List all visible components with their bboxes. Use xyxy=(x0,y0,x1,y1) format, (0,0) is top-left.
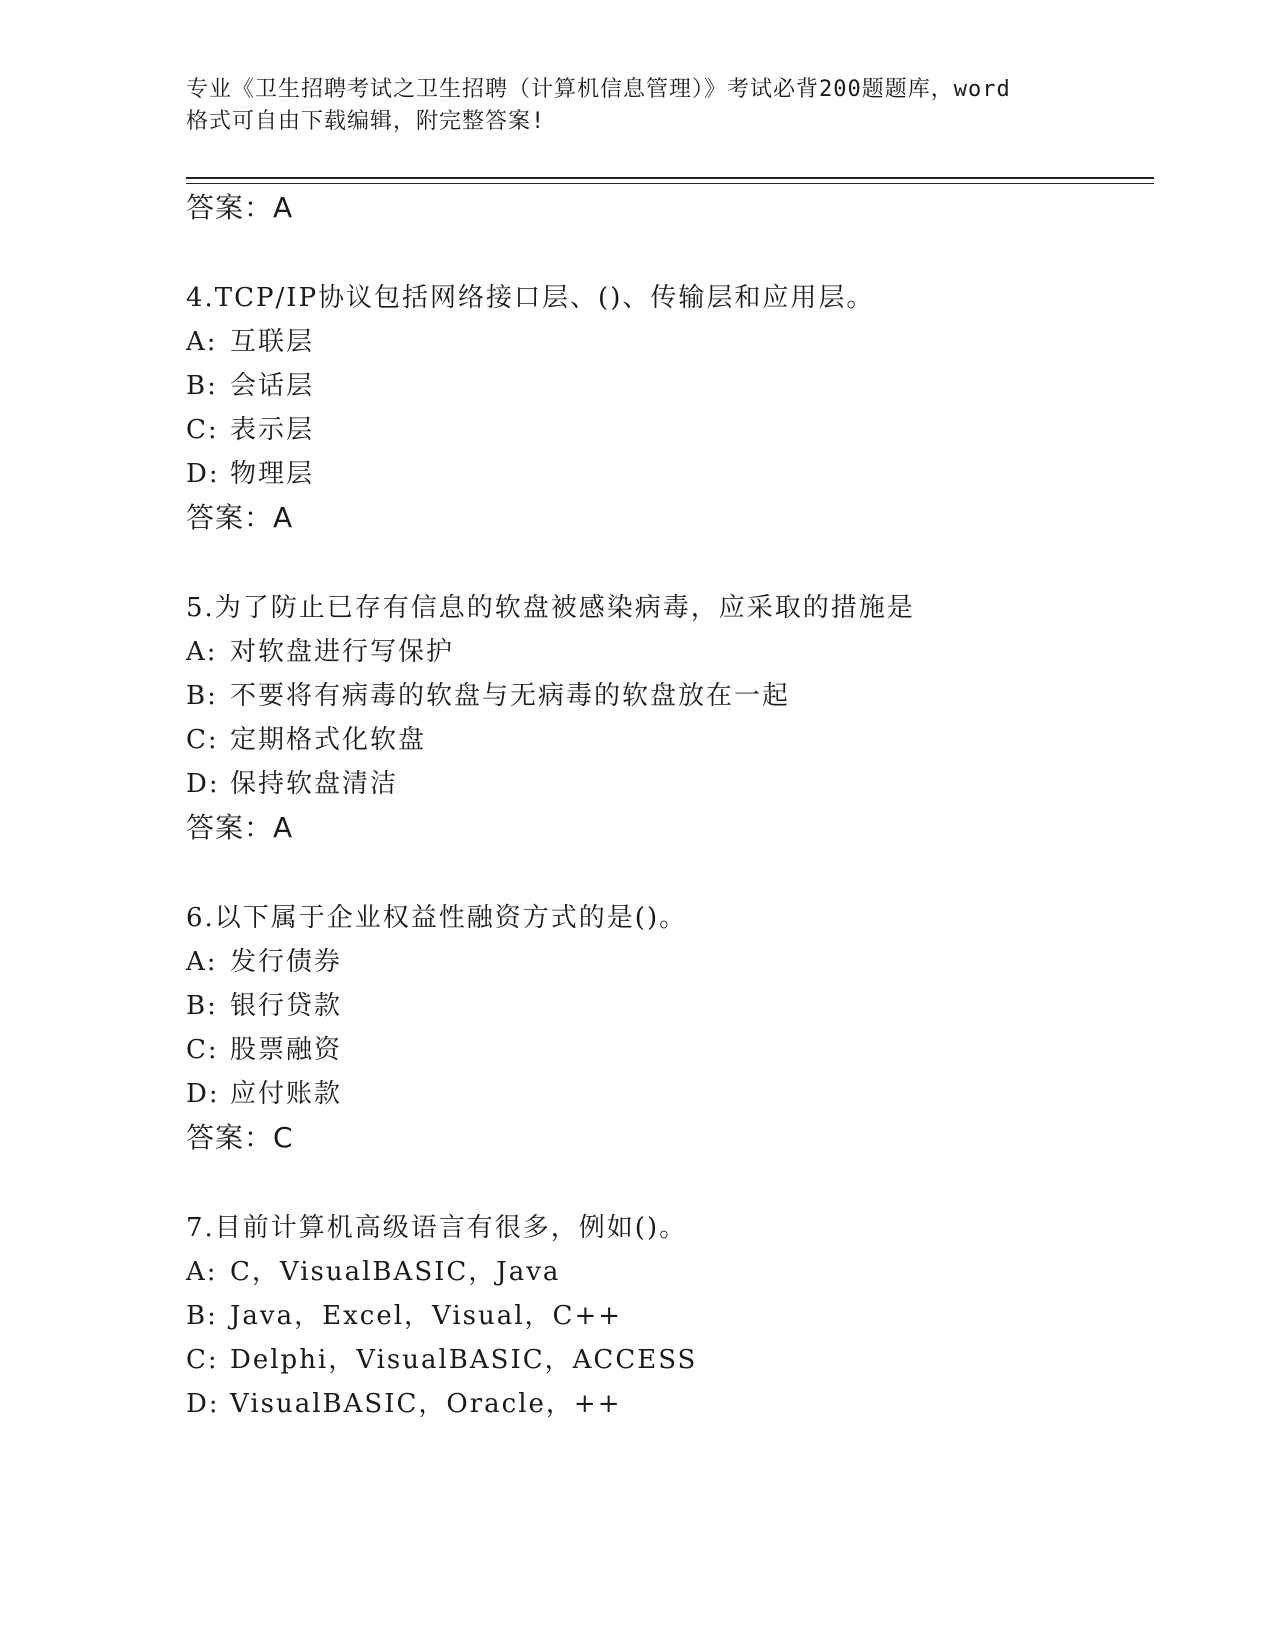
option-key: D: xyxy=(186,1389,220,1419)
option-c xyxy=(186,1343,697,1377)
question-stem: 4.TCP/IP协议包括网络接口层、()、传输层和应用层。 xyxy=(186,283,875,313)
answer-line: 答案：C xyxy=(186,1121,294,1154)
answer-line: 答案：A xyxy=(186,501,294,534)
option-text: Delphi，VisualBASIC，ACCESS xyxy=(230,1345,698,1375)
option-text: 会话层 xyxy=(230,371,315,401)
question-stem: 5.为了防止已存有信息的软盘被感染病毒，应采取的措施是 xyxy=(186,593,915,623)
option-key: D: xyxy=(186,459,220,489)
header-divider-thin xyxy=(186,183,1154,184)
option-b xyxy=(186,679,790,713)
option-key: D: xyxy=(186,1079,220,1109)
option-key: B: xyxy=(186,371,218,401)
option-key: D: xyxy=(186,769,220,799)
option-d xyxy=(186,1077,342,1111)
option-c xyxy=(186,723,426,757)
option-key: A: xyxy=(186,327,218,357)
option-key: C: xyxy=(186,415,219,445)
option-c xyxy=(186,413,314,447)
option-a xyxy=(186,945,342,979)
answer-line: 答案：A xyxy=(186,811,294,844)
option-text: 对软盘进行写保护 xyxy=(230,637,455,667)
option-key: A: xyxy=(186,947,218,977)
option-text: VisualBASIC，Oracle，++ xyxy=(230,1389,622,1419)
option-a xyxy=(186,1255,560,1289)
header-divider-thick xyxy=(186,177,1154,179)
option-text: Java，Excel，Visual，C++ xyxy=(230,1301,623,1331)
option-b xyxy=(186,1299,622,1333)
option-key: B: xyxy=(186,991,218,1021)
option-b xyxy=(186,989,342,1023)
header-line-2: 格式可自由下载编辑，附完整答案! xyxy=(186,109,546,134)
option-key: C: xyxy=(186,725,219,755)
question-stem: 6.以下属于企业权益性融资方式的是()。 xyxy=(186,903,688,933)
option-key: A: xyxy=(186,1257,218,1287)
option-text: 定期格式化软盘 xyxy=(230,725,427,755)
option-d xyxy=(186,457,314,491)
option-text: 不要将有病毒的软盘与无病毒的软盘放在一起 xyxy=(230,681,791,711)
option-a xyxy=(186,325,314,359)
option-b xyxy=(186,369,314,403)
option-key: C: xyxy=(186,1035,219,1065)
option-c xyxy=(186,1033,342,1067)
option-key: A: xyxy=(186,637,218,667)
option-text: 应付账款 xyxy=(230,1079,343,1109)
option-a xyxy=(186,635,454,669)
question-stem: 7.目前计算机高级语言有很多，例如()。 xyxy=(186,1213,688,1243)
option-key: C: xyxy=(186,1345,219,1375)
option-d xyxy=(186,767,398,801)
option-text: 互联层 xyxy=(230,327,315,357)
option-text: 发行债券 xyxy=(230,947,343,977)
option-text: 保持软盘清洁 xyxy=(230,769,399,799)
answer-line: 答案：A xyxy=(186,191,294,224)
option-text: 表示层 xyxy=(230,415,315,445)
option-text: 物理层 xyxy=(230,459,315,489)
header-line-1: 专业《卫生招聘考试之卫生招聘（计算机信息管理）》考试必背200题题库，word xyxy=(186,77,1011,102)
option-text: 股票融资 xyxy=(230,1035,343,1065)
option-key: B: xyxy=(186,681,218,711)
document-header xyxy=(186,74,1086,138)
option-text: C，VisualBASIC，Java xyxy=(230,1257,561,1287)
option-text: 银行贷款 xyxy=(230,991,343,1021)
option-key: B: xyxy=(186,1301,218,1331)
option-d xyxy=(186,1387,621,1421)
